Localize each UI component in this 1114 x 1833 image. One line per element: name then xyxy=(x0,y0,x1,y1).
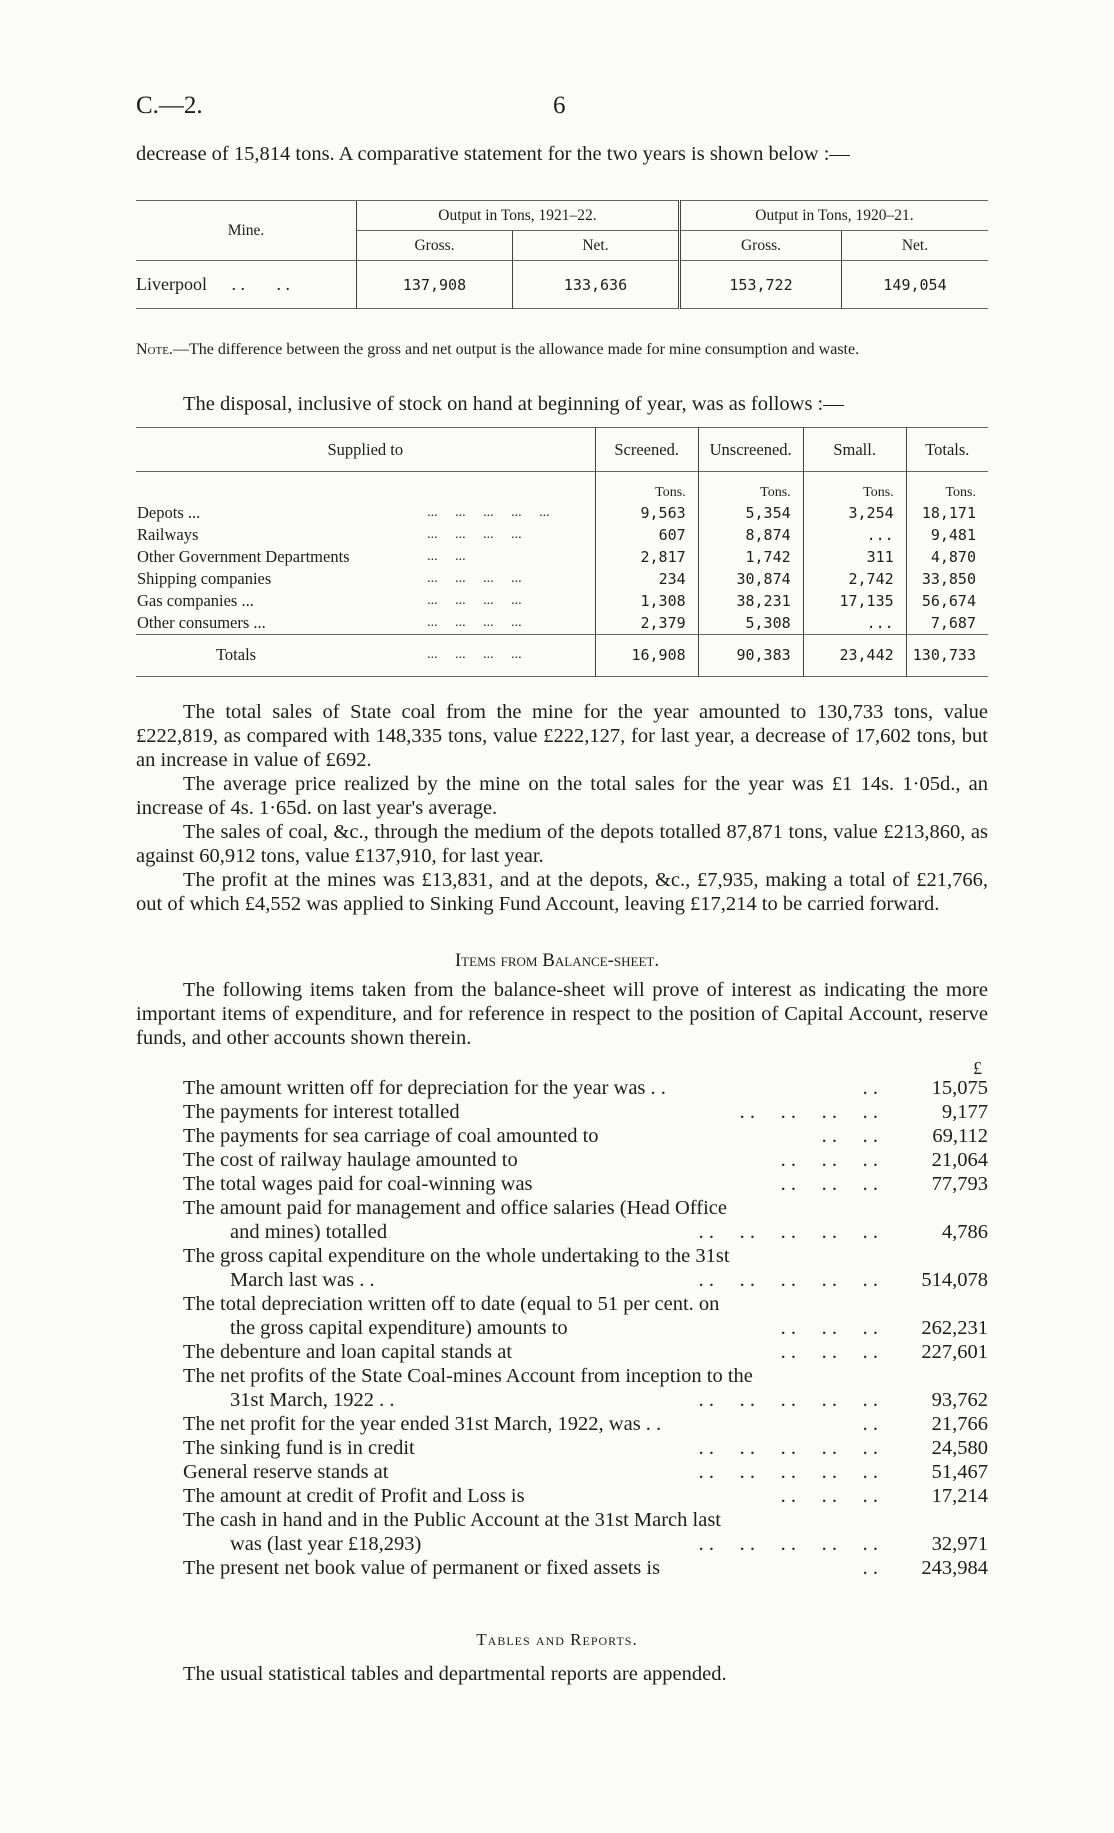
supplied-to-cell: Shipping companies xyxy=(137,568,272,588)
balance-item-value: 9,177 xyxy=(941,1101,988,1123)
balance-item-row xyxy=(183,1388,988,1412)
small-cell: ... xyxy=(803,524,906,546)
gross-1921-value: 137,908 xyxy=(357,261,513,309)
totals-row xyxy=(136,634,988,676)
balance-item-row xyxy=(183,1316,988,1340)
small-cell: 2,742 xyxy=(803,568,906,590)
unscreened-cell: 5,308 xyxy=(698,612,803,635)
leader-dots: . . . . . . xyxy=(780,1341,878,1363)
balance-item-label: The amount paid for management and office salaries (Head Office xyxy=(183,1197,727,1219)
balance-item-label: The total wages paid for coal-winning was xyxy=(183,1173,533,1195)
profit-paragraph: The profit at the mines was £13,831, and at the depots, &c., £7,935, making a total of £21,766, out of which £4,552 was applied to Sinking Fund Account, leaving £17,214 to be carried forward. xyxy=(136,869,988,915)
balance-intro: The following items taken from the balance-sheet will prove of interest as indicating the more important items of expenditure, and for reference in respect to the position of Capital Account, reserve funds, and other accounts shown therein. xyxy=(136,979,988,1049)
tables-heading: Tables and Reports. xyxy=(476,1630,638,1649)
balance-item-label: and mines) totalled xyxy=(230,1221,388,1243)
balance-item-label: The amount written off for depreciation for the year was . . xyxy=(183,1077,666,1099)
balance-item-value: 262,231 xyxy=(921,1317,988,1339)
totals-cell: 7,687 xyxy=(906,612,988,635)
balance-item-row xyxy=(183,1556,988,1580)
leader-dots: . . xyxy=(862,1077,878,1099)
balance-item-label: The present net book value of permanent or fixed assets is xyxy=(183,1557,661,1579)
balance-item-row xyxy=(183,1172,988,1196)
balance-item-label: was (last year £18,293) xyxy=(230,1533,422,1555)
net-1920-value: 149,054 xyxy=(842,261,989,309)
screened-cell: 234 xyxy=(595,568,698,590)
leader-dots: . . . . . . xyxy=(780,1173,878,1195)
supplied-to-cell: Railways xyxy=(137,524,199,544)
balance-item-value: 17,214 xyxy=(931,1485,988,1507)
header-totals: Totals. xyxy=(906,428,988,472)
balance-item-row xyxy=(183,1148,988,1172)
col-mine-header: Mine. xyxy=(136,201,357,261)
leader-dots: . . . . xyxy=(821,1125,878,1147)
screened-cell: 2,817 xyxy=(595,546,698,568)
leader-dots: . . . . . . . . . . xyxy=(698,1221,878,1243)
disposal-table xyxy=(136,427,988,679)
balance-item-row xyxy=(183,1220,988,1244)
balance-item-row xyxy=(183,1532,988,1556)
output-comparison-table xyxy=(136,200,988,310)
pound-sign: £ xyxy=(973,1058,982,1078)
balance-item-label: The cost of railway haulage amounted to xyxy=(183,1149,518,1171)
leader-dots: . . xyxy=(862,1413,878,1435)
screened-cell: 2,379 xyxy=(595,612,698,635)
small-cell: 3,254 xyxy=(803,502,906,524)
balance-item-row xyxy=(183,1364,988,1388)
leader-dots: . . . . . . xyxy=(780,1317,878,1339)
balance-item-label: 31st March, 1922 . . xyxy=(230,1389,395,1411)
leader-dots: . . . . . . . . xyxy=(739,1101,878,1123)
header-unscreened: Unscreened. xyxy=(698,428,803,472)
leader-dots: . . . . . . xyxy=(780,1485,878,1507)
intro-paragraph: decrease of 15,814 tons. A comparative statement for the two years is shown below :— xyxy=(136,143,850,165)
supplied-to-cell: Other consumers ... xyxy=(137,612,266,632)
unscreened-cell: 8,874 xyxy=(698,524,803,546)
col-1921-header: Output in Tons, 1921–22. xyxy=(357,201,680,231)
closing-paragraph: The usual statistical tables and departmental reports are appended. xyxy=(183,1663,727,1685)
unit-tons: Tons. xyxy=(698,472,803,502)
totals-cell: 18,171 xyxy=(906,502,988,524)
table-row xyxy=(136,568,988,590)
table-row xyxy=(136,590,988,612)
net-1921-value: 133,636 xyxy=(513,261,680,309)
unscreened-cell: 1,742 xyxy=(698,546,803,568)
balance-item-label: The cash in hand and in the Public Account at the 31st March last xyxy=(183,1509,721,1531)
leader-dots: . . . . xyxy=(231,274,290,294)
balance-item-value: 514,078 xyxy=(921,1269,988,1291)
table-row xyxy=(136,612,988,635)
balance-item-label: The sinking fund is in credit xyxy=(183,1437,415,1459)
unit-tons: Tons. xyxy=(595,472,698,502)
unit-tons: Tons. xyxy=(803,472,906,502)
depots-paragraph: The sales of coal, &c., through the medium of the depots totalled 87,871 tons, value £213,860, as against 60,912 tons, value £137,910, for last year. xyxy=(136,821,988,867)
totals-label: Totals xyxy=(136,634,426,676)
balance-item-label: The payments for sea carriage of coal amounted to xyxy=(183,1125,599,1147)
leader-dots: ... ... ... ... xyxy=(427,526,522,542)
net-header: Net. xyxy=(842,231,989,261)
unscreened-cell: 38,231 xyxy=(698,590,803,612)
disposal-intro: The disposal, inclusive of stock on hand at beginning of year, was as follows :— xyxy=(183,393,844,415)
gross-1920-value: 153,722 xyxy=(680,261,842,309)
supplied-to-cell: Gas companies ... xyxy=(137,590,254,610)
balance-item-value: 32,971 xyxy=(931,1533,988,1555)
balance-item-value: 4,786 xyxy=(941,1221,988,1243)
balance-item-value: 51,467 xyxy=(931,1461,988,1483)
balance-item-label: The total depreciation written off to date (equal to 51 per cent. on xyxy=(183,1293,720,1315)
balance-item-row xyxy=(183,1076,988,1100)
balance-item-label: The net profits of the State Coal-mines Account from inception to the xyxy=(183,1365,753,1387)
small-cell: ... xyxy=(803,612,906,635)
header-small: Small. xyxy=(803,428,906,472)
small-cell: 311 xyxy=(803,546,906,568)
balance-item-value: 21,064 xyxy=(931,1149,988,1171)
balance-item-label: the gross capital expenditure) amounts to xyxy=(230,1317,568,1339)
balance-item-label: The gross capital expenditure on the whole undertaking to the 31st xyxy=(183,1245,730,1267)
supplied-to-cell: Other Government Departments xyxy=(137,546,350,566)
table-row xyxy=(136,524,988,546)
header-supplied-to: Supplied to xyxy=(327,439,404,459)
balance-item-label: The payments for interest totalled xyxy=(183,1101,460,1123)
balance-item-label: The debenture and loan capital stands at xyxy=(183,1341,513,1363)
balance-items-list xyxy=(183,1076,988,1580)
leader-dots: . . xyxy=(862,1557,878,1579)
sales-paragraph: The total sales of State coal from the mine for the year amounted to 130,733 tons, value £222,819, as compared with 148,335 tons, value £222,127, for last year, a decrease of 17,602 tons, but an increase in value of £692. xyxy=(136,701,988,771)
balance-item-row xyxy=(183,1244,988,1268)
balance-sheet-heading: Items from Balance-sheet. xyxy=(454,950,660,971)
leader-dots: ... ... ... ... xyxy=(427,570,522,586)
unscreened-cell: 30,874 xyxy=(698,568,803,590)
totals-cell: 9,481 xyxy=(906,524,988,546)
table-row xyxy=(136,502,988,524)
balance-item-row xyxy=(183,1268,988,1292)
balance-item-value: 243,984 xyxy=(921,1557,988,1579)
leader-dots: ... ... ... ... xyxy=(427,614,522,630)
leader-dots: ... ... xyxy=(427,548,466,564)
leader-dots: . . . . . . xyxy=(780,1149,878,1171)
balance-item-value: 77,793 xyxy=(931,1173,988,1195)
balance-item-row xyxy=(183,1412,988,1436)
balance-item-row xyxy=(183,1196,988,1220)
header-screened: Screened. xyxy=(595,428,698,472)
total-small: 23,442 xyxy=(803,634,906,676)
balance-item-label: The amount at credit of Profit and Loss is xyxy=(183,1485,525,1507)
totals-cell: 33,850 xyxy=(906,568,988,590)
balance-item-row xyxy=(183,1100,988,1124)
balance-item-value: 21,766 xyxy=(931,1413,988,1435)
balance-item-row xyxy=(183,1436,988,1460)
leader-dots: ... ... ... ... ... xyxy=(427,504,550,520)
screened-cell: 1,308 xyxy=(595,590,698,612)
balance-item-label: The net profit for the year ended 31st March, 1922, was . . xyxy=(183,1413,662,1435)
balance-item-label: General reserve stands at xyxy=(183,1461,389,1483)
net-header: Net. xyxy=(513,231,680,261)
totals-cell: 4,870 xyxy=(906,546,988,568)
balance-item-row xyxy=(183,1484,988,1508)
note-text: —The difference between the gross and net output is the allowance made for mine consumption and waste. xyxy=(172,341,860,358)
supplied-to-cell: Depots ... xyxy=(137,502,201,522)
leader-dots: . . . . . . . . . . xyxy=(698,1437,878,1459)
leader-dots: . . . . . . . . . . xyxy=(698,1461,878,1483)
unscreened-cell: 5,354 xyxy=(698,502,803,524)
note-paragraph xyxy=(136,340,988,359)
gross-header: Gross. xyxy=(680,231,842,261)
page-number: 6 xyxy=(553,92,566,119)
balance-item-row xyxy=(183,1508,988,1532)
note-label: Note. xyxy=(136,341,173,358)
report-reference: C.—2. xyxy=(136,92,203,119)
table-row xyxy=(136,546,988,568)
leader-dots: . . . . . . . . . . xyxy=(698,1269,878,1291)
balance-item-row xyxy=(183,1124,988,1148)
small-cell: 17,135 xyxy=(803,590,906,612)
balance-item-label: March last was . . xyxy=(230,1269,375,1291)
screened-cell: 9,563 xyxy=(595,502,698,524)
balance-item-value: 69,112 xyxy=(932,1125,988,1147)
leader-dots: ... ... ... ... xyxy=(427,592,522,608)
screened-cell: 607 xyxy=(595,524,698,546)
totals-cell: 56,674 xyxy=(906,590,988,612)
balance-item-row xyxy=(183,1340,988,1364)
leader-dots: . . . . . . . . . . xyxy=(698,1389,878,1411)
balance-item-value: 15,075 xyxy=(931,1077,988,1099)
col-1920-header: Output in Tons, 1920–21. xyxy=(680,201,989,231)
total-unscreened: 90,383 xyxy=(698,634,803,676)
total-totals: 130,733 xyxy=(906,634,988,676)
leader-dots: . . . . . . . . . . xyxy=(698,1533,878,1555)
balance-item-row xyxy=(183,1460,988,1484)
mine-name: Liverpool xyxy=(136,274,207,294)
table-row xyxy=(136,261,988,309)
balance-item-value: 227,601 xyxy=(921,1341,988,1363)
balance-item-value: 24,580 xyxy=(931,1437,988,1459)
balance-item-row xyxy=(183,1292,988,1316)
gross-header: Gross. xyxy=(357,231,513,261)
unit-tons: Tons. xyxy=(906,472,988,502)
leader-dots: ... ... ... ... xyxy=(426,634,595,676)
balance-item-value: 93,762 xyxy=(931,1389,988,1411)
disposal-rows xyxy=(136,502,988,635)
price-paragraph: The average price realized by the mine on the total sales for the year was £1 14s. 1·05d., an increase of 4s. 1·65d. on last year's average. xyxy=(136,773,988,819)
total-screened: 16,908 xyxy=(595,634,698,676)
